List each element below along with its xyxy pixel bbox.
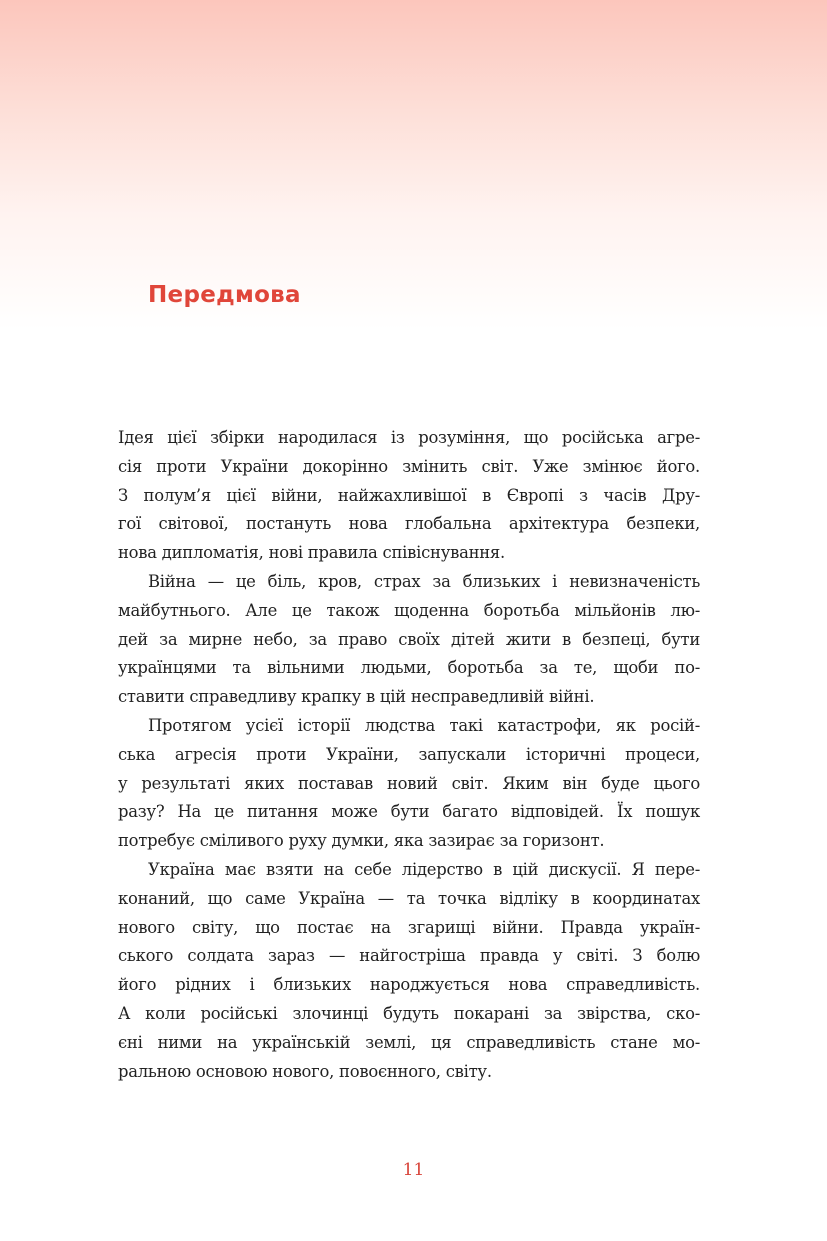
text-line: сія проти України докорінно змінить світ. Уже змінює його. bbox=[118, 456, 700, 476]
text-line: майбутнього. Але це також щоденна боротьба мільйонів лю- bbox=[118, 600, 700, 620]
chapter-title: Передмова bbox=[148, 282, 301, 308]
text-line: його рідних і близьких народжується нова справедливість. bbox=[118, 975, 700, 995]
text-line: потребує сміливого руху думки, яка зазирає за горизонт. bbox=[118, 831, 605, 851]
text-line: українцями та вільними людьми, боротьба за те, щоби по- bbox=[118, 658, 700, 678]
text-line: З полум’я цієї війни, найжахливішої в Європі з часів Дру- bbox=[118, 485, 700, 505]
text-line: ська агресія проти України, запускали історичні процеси, bbox=[118, 744, 700, 764]
text-line: А коли російські злочинці будуть покарані за звірства, ско- bbox=[118, 1003, 700, 1023]
text-line: Ідея цієї збірки народилася із розуміння, що російська агре- bbox=[118, 428, 700, 447]
text-line: Війна — це біль, кров, страх за близьких і невизначеність bbox=[148, 571, 700, 591]
body-text bbox=[118, 424, 700, 1086]
text-line: дей за мирне небо, за право своїх дітей жити в безпеці, бути bbox=[118, 629, 700, 649]
text-line: єні ними на українській землі, ця справедливість стане мо- bbox=[118, 1032, 700, 1052]
text-line: у результаті яких поставав новий світ. Яким він буде цього bbox=[118, 773, 700, 793]
text-line: ставити справедливу крапку в цій несправедливій війні. bbox=[118, 687, 595, 707]
text-line: Протягом усієї історії людства такі катастрофи, як росій- bbox=[148, 715, 700, 735]
text-line: разу? На це питання може бути багато відповідей. Їх пошук bbox=[118, 802, 700, 822]
text-line: конаний, що саме Україна — та точка відліку в координатах bbox=[118, 888, 700, 908]
text-line: гої світової, постануть нова глобальна архітектура безпеки, bbox=[118, 514, 700, 534]
text-line: ського солдата зараз — найгостріша правда у світі. З болю bbox=[118, 946, 700, 966]
text-line: Україна має взяти на себе лідерство в цій дискусії. Я пере- bbox=[148, 859, 700, 879]
text-line: нового світу, що постає на згарищі війни. Правда україн- bbox=[118, 917, 700, 937]
page-number: 11 bbox=[402, 1160, 425, 1180]
text-line: ральною основою нового, повоєнного, світу. bbox=[118, 1061, 492, 1081]
text-line: нова дипломатія, нові правила співіснування. bbox=[118, 543, 505, 563]
header-gradient-band bbox=[0, 0, 827, 330]
